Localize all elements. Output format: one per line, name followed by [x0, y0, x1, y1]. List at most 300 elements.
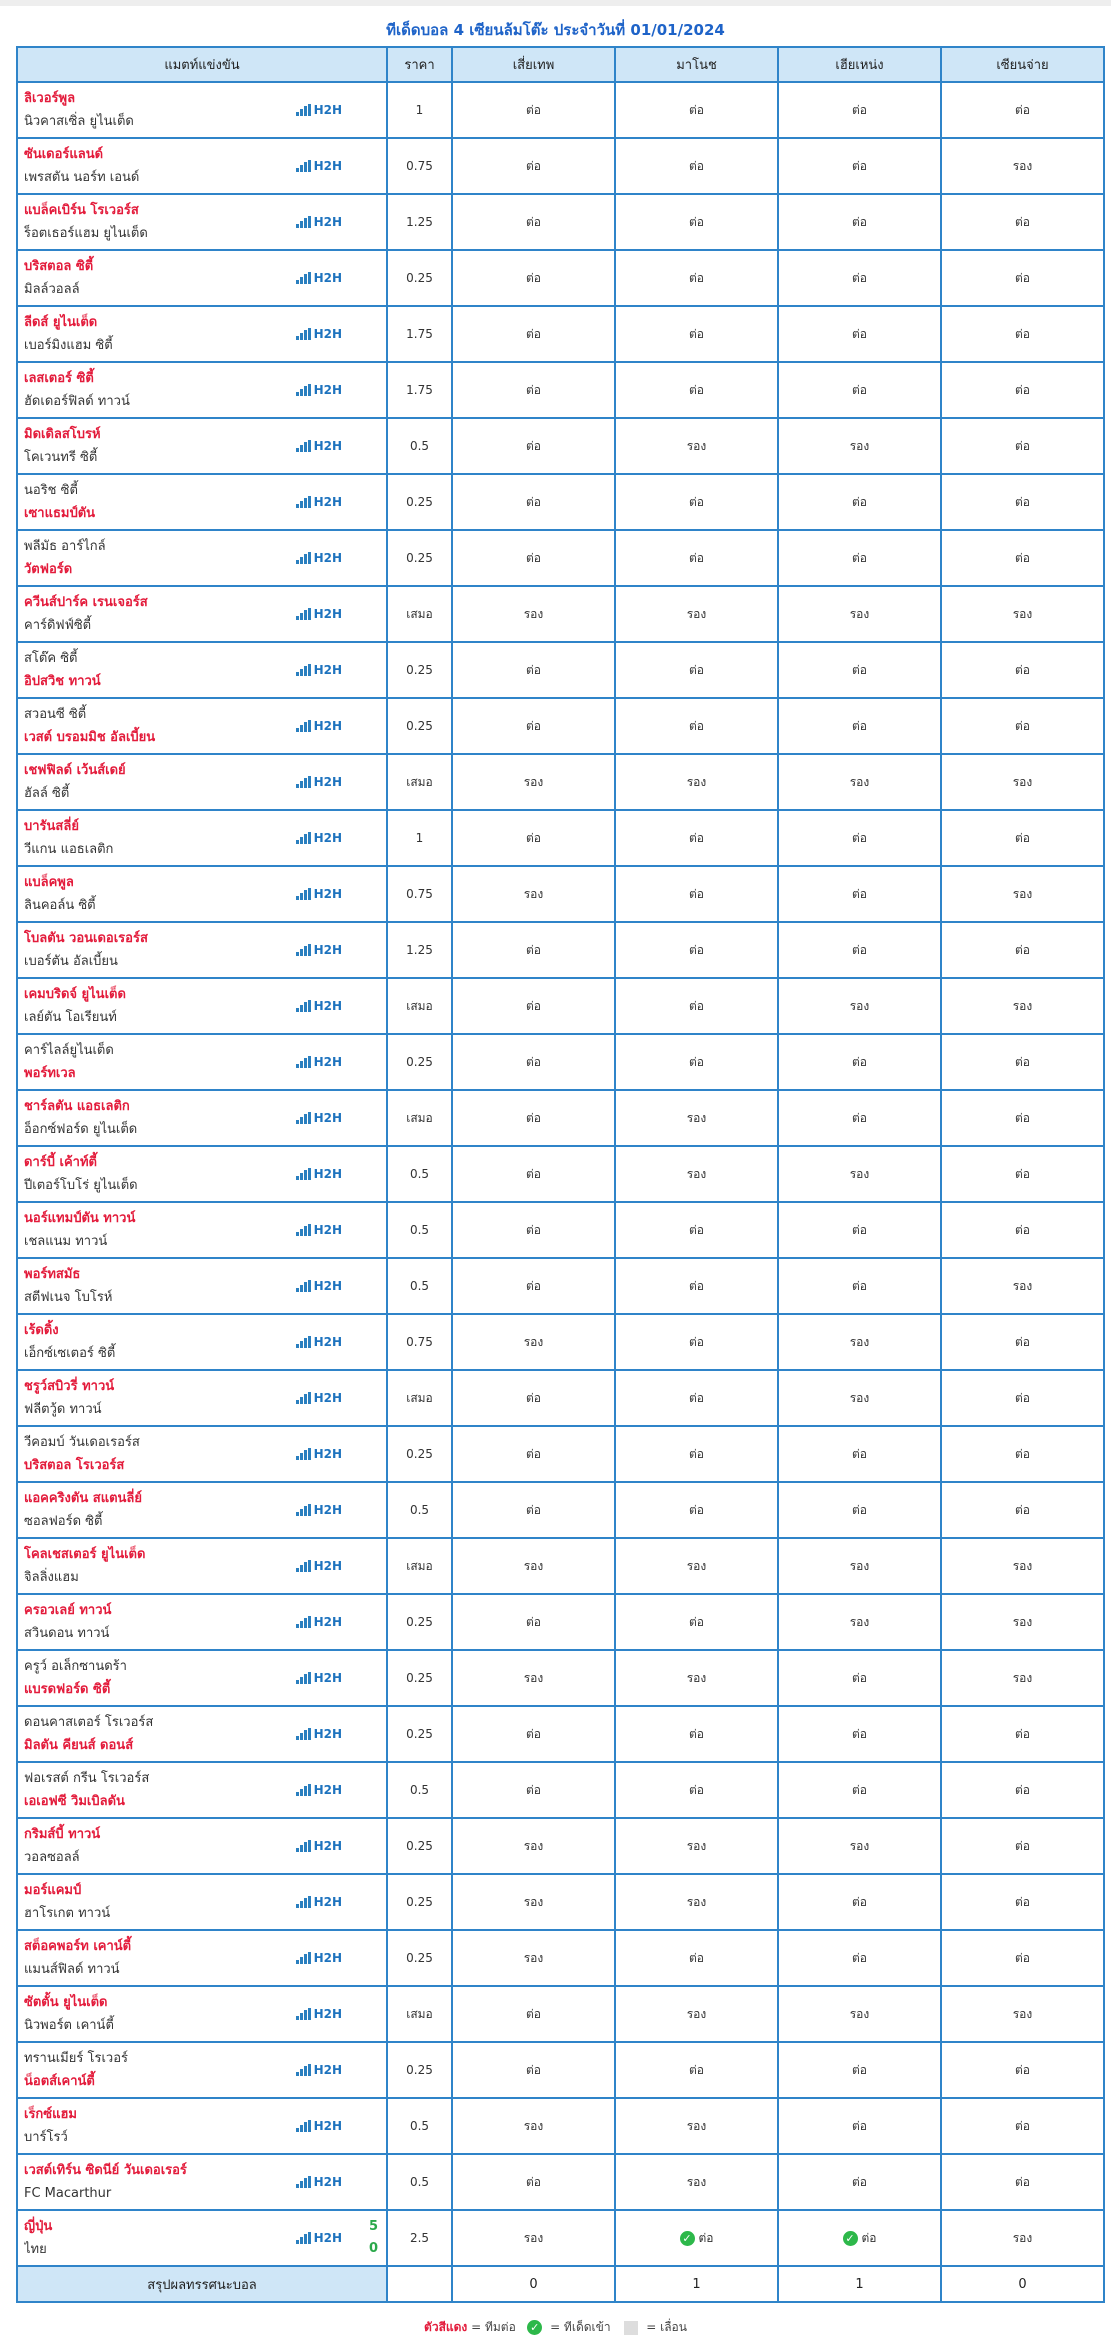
table-row [17, 1314, 1104, 1370]
home-team[interactable]: เชฟฟิลด์ เว้นส์เดย์ [24, 763, 126, 778]
legend [0, 2318, 1111, 2337]
away-team[interactable]: วีแกน แอธเลติก [24, 842, 114, 857]
pick-cell [941, 1538, 1104, 1594]
stats-bars-icon [296, 104, 311, 116]
pick-value: รอง [849, 606, 870, 621]
table-row [17, 1594, 1104, 1650]
price-cell: 0.25 [387, 642, 452, 698]
pick-value: ต่อ [1015, 1502, 1030, 1517]
pick-cell [615, 1146, 778, 1202]
pick-cell [615, 1482, 778, 1538]
pick-cell [452, 866, 615, 922]
away-team[interactable]: น็อตส์เคาน์ตี้ [24, 2074, 95, 2089]
home-team[interactable]: โคลเชสเตอร์ ยูไนเต็ด [24, 1547, 146, 1562]
price-cell: 0.25 [387, 1818, 452, 1874]
away-team[interactable]: อ็อกซ์ฟอร์ด ยูไนเต็ด [24, 1122, 138, 1137]
stats-bars-icon [296, 2008, 311, 2020]
h2h-link[interactable] [296, 1615, 342, 1629]
pick-cell [452, 1202, 615, 1258]
pick-value: ต่อ [852, 214, 867, 229]
match-cell [17, 1762, 387, 1818]
pick-cell [452, 362, 615, 418]
stats-bars-icon [296, 272, 311, 284]
h2h-label: H2H [313, 2175, 342, 2189]
pick-value: ต่อ [689, 1782, 704, 1797]
away-team[interactable]: FC Macarthur [24, 2186, 112, 2201]
h2h-label: H2H [313, 495, 342, 509]
h2h-link[interactable] [296, 1055, 342, 1069]
home-team[interactable]: ครูว์ อเล็กซานดร้า [24, 1659, 127, 1674]
pick-value: ต่อ [1015, 1166, 1030, 1181]
h2h-link[interactable] [296, 1223, 342, 1237]
legend-red-text: ตัวสีแดง [424, 2320, 468, 2334]
h2h-label: H2H [313, 1391, 342, 1405]
home-team[interactable]: ลีดส์ ยูไนเต็ด [24, 315, 98, 330]
h2h-link[interactable] [296, 1279, 342, 1293]
pick-value: ต่อ [1015, 1446, 1030, 1461]
away-team[interactable]: เบอร์ตัน อัลเบี้ยน [24, 954, 118, 969]
pick-cell [941, 1202, 1104, 1258]
match-cell [17, 586, 387, 642]
pick-value: ต่อ [689, 1502, 704, 1517]
pick-value: รอง [1012, 2230, 1033, 2245]
away-team[interactable]: ฮัลล์ ซิตี้ [24, 786, 70, 801]
pick-cell [778, 1482, 941, 1538]
match-cell [17, 1650, 387, 1706]
h2h-label: H2H [313, 1895, 342, 1909]
pick-value: ต่อ [852, 1894, 867, 1909]
away-team[interactable]: เอ็กซ์เซเตอร์ ซิตี้ [24, 1346, 116, 1361]
h2h-link[interactable] [296, 1727, 342, 1741]
table-row [17, 754, 1104, 810]
home-team[interactable]: มิดเดิลสโบรห์ [24, 427, 101, 442]
pick-value: ต่อ [852, 1278, 867, 1293]
match-cell [17, 2210, 387, 2266]
table-row [17, 1482, 1104, 1538]
h2h-label: H2H [313, 1223, 342, 1237]
away-team[interactable]: เบอร์มิงแฮม ซิตี้ [24, 338, 113, 353]
h2h-label: H2H [313, 1727, 342, 1741]
away-team[interactable]: แบรดฟอร์ด ซิตี้ [24, 1682, 111, 1697]
h2h-link[interactable] [296, 1895, 342, 1909]
pick-cell [941, 1986, 1104, 2042]
pick-value: ต่อ [852, 1446, 867, 1461]
home-team[interactable]: นอร์แทมป์ตัน ทาวน์ [24, 1211, 136, 1226]
home-team[interactable]: แบล็คพูล [24, 875, 74, 890]
pick-cell [615, 1202, 778, 1258]
pick-value: ต่อ [526, 1222, 541, 1237]
pick-cell [778, 2042, 941, 2098]
home-team[interactable]: ฟอเรสต์ กรีน โรเวอร์ส [24, 1771, 150, 1786]
stats-bars-icon [296, 1672, 311, 1684]
home-team[interactable]: เลสเตอร์ ซิตี้ [24, 371, 94, 386]
away-team[interactable]: ปีเตอร์โบโร่ ยูไนเต็ด [24, 1178, 138, 1193]
table-row [17, 1930, 1104, 1986]
h2h-label: H2H [313, 719, 342, 733]
pick-cell [452, 1706, 615, 1762]
away-team[interactable]: แมนส์ฟิลด์ ทาวน์ [24, 1962, 120, 1977]
pick-cell [778, 1258, 941, 1314]
pick-cell [941, 530, 1104, 586]
pick-cell [615, 1762, 778, 1818]
home-team[interactable]: คาร์ไลล์ยูไนเต็ด [24, 1043, 114, 1058]
pick-cell [615, 922, 778, 978]
pick-value: ต่อ [689, 158, 704, 173]
away-team[interactable]: เวสต์ บรอมมิช อัลเบี้ยน [24, 730, 156, 745]
pick-value: ต่อ [526, 2006, 541, 2021]
h2h-link[interactable] [296, 719, 342, 733]
pick-value: รอง [523, 2118, 544, 2133]
table-row [17, 1370, 1104, 1426]
price-cell: 1 [387, 82, 452, 138]
away-team[interactable]: ฟลีตวู้ด ทาวน์ [24, 1402, 102, 1417]
pick-cell [452, 1146, 615, 1202]
home-team[interactable]: เร้ดดิ้ง [24, 1323, 59, 1338]
match-cell [17, 1370, 387, 1426]
home-team[interactable]: ควีนส์ปาร์ค เรนเจอร์ส [24, 595, 148, 610]
pick-value: รอง [1012, 998, 1033, 1013]
pick-value: ต่อ [1015, 1334, 1030, 1349]
pick-cell [941, 642, 1104, 698]
match-cell [17, 1314, 387, 1370]
home-team[interactable]: ครอวเลย์ ทาวน์ [24, 1603, 112, 1618]
away-team[interactable]: ฮัดเดอร์ฟิลด์ ทาวน์ [24, 394, 130, 409]
legend-box-desc: = เลื่อน [642, 2320, 687, 2334]
table-row [17, 1258, 1104, 1314]
pick-cell [941, 698, 1104, 754]
stats-bars-icon [296, 832, 311, 844]
home-team[interactable]: ซันเดอร์แลนด์ [24, 147, 104, 162]
home-team[interactable]: พอร์ทสมัธ [24, 1267, 81, 1282]
pick-cell [941, 1706, 1104, 1762]
match-cell [17, 754, 387, 810]
stats-bars-icon [296, 328, 311, 340]
stats-bars-icon [296, 1168, 311, 1180]
away-team[interactable]: เลย์ตัน โอเรียนท์ [24, 1010, 117, 1025]
h2h-link[interactable] [296, 663, 342, 677]
pick-cell [778, 194, 941, 250]
away-team[interactable]: เอเอฟซี วิมเบิลดัน [24, 1794, 125, 1809]
pick-value: ต่อ [1015, 718, 1030, 733]
home-team[interactable]: ดอนคาสเตอร์ โรเวอร์ส [24, 1715, 154, 1730]
table-row [17, 250, 1104, 306]
h2h-link[interactable] [296, 383, 342, 397]
home-team[interactable]: ทรานเมียร์ โรเวอร์ [24, 2051, 128, 2066]
home-team[interactable]: ชาร์ลตัน แอธเลติก [24, 1099, 130, 1114]
pick-value: ต่อ [852, 1054, 867, 1069]
pick-value: ต่อ [1015, 830, 1030, 845]
away-team[interactable]: วอลซอลล์ [24, 1850, 80, 1865]
pick-cell [452, 250, 615, 306]
pick-cell [615, 474, 778, 530]
home-team[interactable]: แบล็คเบิร์น โรเวอร์ส [24, 203, 139, 218]
h2h-label: H2H [313, 2007, 342, 2021]
away-team[interactable]: ไทย [24, 2242, 47, 2257]
match-cell [17, 1202, 387, 1258]
pick-cell [452, 698, 615, 754]
pick-value: ต่อ [852, 1726, 867, 1741]
price-cell: 0.25 [387, 1034, 452, 1090]
price-cell: 0.25 [387, 1930, 452, 1986]
away-team[interactable]: คาร์ดิฟฟ์ซิตี้ [24, 618, 92, 633]
pick-cell [452, 474, 615, 530]
match-cell [17, 138, 387, 194]
pick-cell [615, 1538, 778, 1594]
h2h-link[interactable] [296, 215, 342, 229]
stats-bars-icon [296, 1952, 311, 1964]
h2h-link[interactable] [296, 1783, 342, 1797]
price-cell: 0.25 [387, 2042, 452, 2098]
table-row [17, 1762, 1104, 1818]
h2h-link[interactable] [296, 1111, 342, 1125]
pick-cell [615, 1034, 778, 1090]
top-bar [0, 0, 1111, 6]
pick-value: ต่อ [852, 158, 867, 173]
h2h-label: H2H [313, 2231, 342, 2245]
col-header-tipster-3: เฮียเหน่ง [778, 47, 941, 82]
pick-cell [615, 250, 778, 306]
pick-cell [778, 1762, 941, 1818]
home-team[interactable]: ลิเวอร์พูล [24, 91, 76, 106]
pick-cell [615, 418, 778, 474]
away-team[interactable]: อิปสวิช ทาวน์ [24, 674, 101, 689]
stats-bars-icon [296, 2176, 311, 2188]
home-team[interactable]: เวสต์เทิร์น ซิดนีย์ วันเดอเรอร์ [24, 2163, 187, 2178]
home-team[interactable]: มอร์แคมป์ [24, 1883, 82, 1898]
pick-value: ต่อ [1015, 2118, 1030, 2133]
pick-cell [452, 1986, 615, 2042]
h2h-link[interactable] [296, 2175, 342, 2189]
pick-value: รอง [686, 2118, 707, 2133]
h2h-link[interactable] [296, 2063, 342, 2077]
home-team[interactable]: วีคอมบ์ วันเดอเรอร์ส [24, 1435, 140, 1450]
h2h-label: H2H [313, 1447, 342, 1461]
home-team[interactable]: ซัตตั้น ยูไนเต็ด [24, 1995, 108, 2010]
pick-value: ต่อ [689, 942, 704, 957]
home-team[interactable]: สโต๊ค ซิตี้ [24, 651, 78, 666]
h2h-label: H2H [313, 775, 342, 789]
away-team[interactable]: ฮาโรเกต ทาวน์ [24, 1906, 111, 1921]
price-cell: 0.5 [387, 1258, 452, 1314]
table-row [17, 474, 1104, 530]
match-cell [17, 1538, 387, 1594]
home-team[interactable]: ชรูว์สบิวรี่ ทาวน์ [24, 1379, 115, 1394]
pick-cell [778, 138, 941, 194]
pick-cell [941, 1762, 1104, 1818]
price-cell: 0.5 [387, 2098, 452, 2154]
pick-value: รอง [849, 438, 870, 453]
h2h-link[interactable] [296, 999, 342, 1013]
home-team[interactable]: แอคคริงตัน สแตนลี่ย์ [24, 1491, 142, 1506]
away-team[interactable]: สวินดอน ทาวน์ [24, 1626, 110, 1641]
summary-label: สรุปผลทรรศนะบอล [17, 2266, 387, 2302]
table-row [17, 82, 1104, 138]
table-row [17, 1538, 1104, 1594]
pick-cell [941, 418, 1104, 474]
home-team[interactable]: สต็อคพอร์ท เคาน์ตี้ [24, 1939, 132, 1954]
h2h-link[interactable] [296, 103, 342, 117]
h2h-link[interactable] [296, 159, 342, 173]
pick-value: ต่อ [1015, 2062, 1030, 2077]
pick-cell [941, 474, 1104, 530]
table-row [17, 2098, 1104, 2154]
h2h-link[interactable] [296, 1335, 342, 1349]
pick-value: รอง [686, 1838, 707, 1853]
h2h-link[interactable] [296, 495, 342, 509]
home-team[interactable]: ญี่ปุ่น [24, 2219, 53, 2234]
match-cell [17, 82, 387, 138]
h2h-link[interactable] [296, 2231, 342, 2245]
table-row [17, 2042, 1104, 2098]
pick-value: ต่อ [689, 1222, 704, 1237]
pick-cell [615, 1818, 778, 1874]
away-team[interactable]: เพรสตัน นอร์ท เอนด์ [24, 170, 140, 185]
match-cell [17, 1258, 387, 1314]
pick-value: รอง [686, 606, 707, 621]
h2h-link[interactable] [296, 1167, 342, 1181]
price-cell: 0.25 [387, 530, 452, 586]
home-team[interactable]: โบลตัน วอนเดอเรอร์ส [24, 931, 148, 946]
h2h-label: H2H [313, 551, 342, 565]
h2h-label: H2H [313, 383, 342, 397]
pick-value: ต่อ [689, 214, 704, 229]
pick-value: ต่อ [1015, 1782, 1030, 1797]
away-team[interactable]: พอร์ทเวล [24, 1066, 76, 1081]
home-team[interactable]: ดาร์บี้ เค้าท์ตี้ [24, 1155, 97, 1170]
pick-cell [778, 1650, 941, 1706]
h2h-link[interactable] [296, 943, 342, 957]
h2h-link[interactable] [296, 607, 342, 621]
h2h-link[interactable] [296, 775, 342, 789]
away-team[interactable]: นิวพอร์ต เคาน์ตี้ [24, 2018, 114, 2033]
h2h-link[interactable] [296, 887, 342, 901]
pick-value: ต่อ [526, 550, 541, 565]
h2h-link[interactable] [296, 1503, 342, 1517]
away-team[interactable]: โคเวนทรี ซิตี้ [24, 450, 98, 465]
pick-cell [452, 1650, 615, 1706]
pick-value: ต่อ [1015, 1726, 1030, 1741]
away-team[interactable]: นิวคาสเซิ่ล ยูไนเต็ด [24, 114, 134, 129]
h2h-label: H2H [313, 999, 342, 1013]
pick-value: รอง [523, 774, 544, 789]
pick-cell [778, 1426, 941, 1482]
pick-value: ต่อ [1015, 1110, 1030, 1125]
match-cell [17, 1482, 387, 1538]
away-team[interactable]: ซอลฟอร์ด ซิตี้ [24, 1514, 103, 1529]
pick-cell [778, 1314, 941, 1370]
pick-cell [452, 1426, 615, 1482]
away-team[interactable]: สตีฟเนจ โบโรห์ [24, 1290, 113, 1305]
table-row [17, 2210, 1104, 2266]
pick-value: ต่อ [852, 2118, 867, 2133]
pick-value: ต่อ [852, 494, 867, 509]
stats-bars-icon [296, 1112, 311, 1124]
home-team[interactable]: กริมส์บี้ ทาวน์ [24, 1827, 101, 1842]
away-team[interactable]: เซาแธมป์ตัน [24, 506, 96, 521]
pick-value: ต่อ [852, 550, 867, 565]
h2h-link[interactable] [296, 831, 342, 845]
away-team[interactable]: ร็อตเธอร์แฮม ยูไนเต็ด [24, 226, 148, 241]
h2h-link[interactable] [296, 271, 342, 285]
pick-cell [452, 754, 615, 810]
home-team[interactable]: เคมบริดจ์ ยูไนเต็ด [24, 987, 126, 1002]
away-team[interactable]: จิลลิ่งแฮม [24, 1570, 79, 1585]
pick-value: รอง [849, 774, 870, 789]
match-cell [17, 922, 387, 978]
away-team[interactable]: บาร์โรว์ [24, 2130, 68, 2145]
match-cell [17, 978, 387, 1034]
away-team[interactable]: วัตฟอร์ด [24, 562, 73, 577]
away-team[interactable]: เชลแนม ทาวน์ [24, 1234, 108, 1249]
h2h-link[interactable] [296, 2007, 342, 2021]
pick-value: ต่อ [852, 1670, 867, 1685]
summary-value: 0 [941, 2266, 1104, 2302]
pick-cell [778, 1034, 941, 1090]
home-team[interactable]: บริสตอล ซิตี้ [24, 259, 94, 274]
match-cell [17, 2042, 387, 2098]
pick-value: ต่อ [689, 830, 704, 845]
match-cell [17, 362, 387, 418]
match-cell [17, 1146, 387, 1202]
home-team[interactable]: พลีมัธ อาร์ไกล์ [24, 539, 106, 554]
pick-value: ต่อ [689, 102, 704, 117]
pick-value: ต่อ [526, 1502, 541, 1517]
pick-value: ต่อ [526, 326, 541, 341]
pick-value: รอง [523, 1558, 544, 1573]
price-cell: เสมอ [387, 1090, 452, 1146]
h2h-link[interactable] [296, 1391, 342, 1405]
h2h-link[interactable] [296, 1951, 342, 1965]
pick-cell [452, 418, 615, 474]
pick-value: ต่อ [526, 1166, 541, 1181]
h2h-link[interactable] [296, 1559, 342, 1573]
summary-price-empty [387, 2266, 452, 2302]
away-team[interactable]: ลินคอล์น ซิตี้ [24, 898, 96, 913]
pick-cell [941, 2210, 1104, 2266]
tips-table [16, 46, 1105, 2303]
h2h-label: H2H [313, 1839, 342, 1853]
pick-value: ต่อ [526, 1614, 541, 1629]
pick-value: รอง [1012, 886, 1033, 901]
h2h-link[interactable] [296, 439, 342, 453]
h2h-link[interactable] [296, 327, 342, 341]
pick-cell [452, 1370, 615, 1426]
home-team[interactable]: บารันสลี่ย์ [24, 819, 79, 834]
h2h-link[interactable] [296, 1839, 342, 1853]
h2h-link[interactable] [296, 2119, 342, 2133]
match-cell [17, 1706, 387, 1762]
stats-bars-icon [296, 1336, 311, 1348]
pick-value: ต่อ [689, 1054, 704, 1069]
h2h-link[interactable] [296, 1671, 342, 1685]
pick-value: ต่อ [1015, 1390, 1030, 1405]
away-team[interactable]: บริสตอล โรเวอร์ส [24, 1458, 125, 1473]
stats-bars-icon [296, 2064, 311, 2076]
pick-cell [778, 1202, 941, 1258]
home-team[interactable]: สวอนซี ซิตี้ [24, 707, 87, 722]
home-team[interactable]: นอริช ซิตี้ [24, 483, 78, 498]
h2h-link[interactable] [296, 1447, 342, 1461]
away-team[interactable]: มิลล์วอลล์ [24, 282, 80, 297]
away-team[interactable]: มิลตัน คียนส์ ดอนส์ [24, 1738, 134, 1753]
pick-cell [941, 306, 1104, 362]
h2h-label: H2H [313, 159, 342, 173]
home-team[interactable]: เร็กซ์แฮม [24, 2107, 78, 2122]
pick-value: รอง [849, 1334, 870, 1349]
summary-value: 0 [452, 2266, 615, 2302]
h2h-link[interactable] [296, 551, 342, 565]
pick-value: รอง [523, 1334, 544, 1349]
